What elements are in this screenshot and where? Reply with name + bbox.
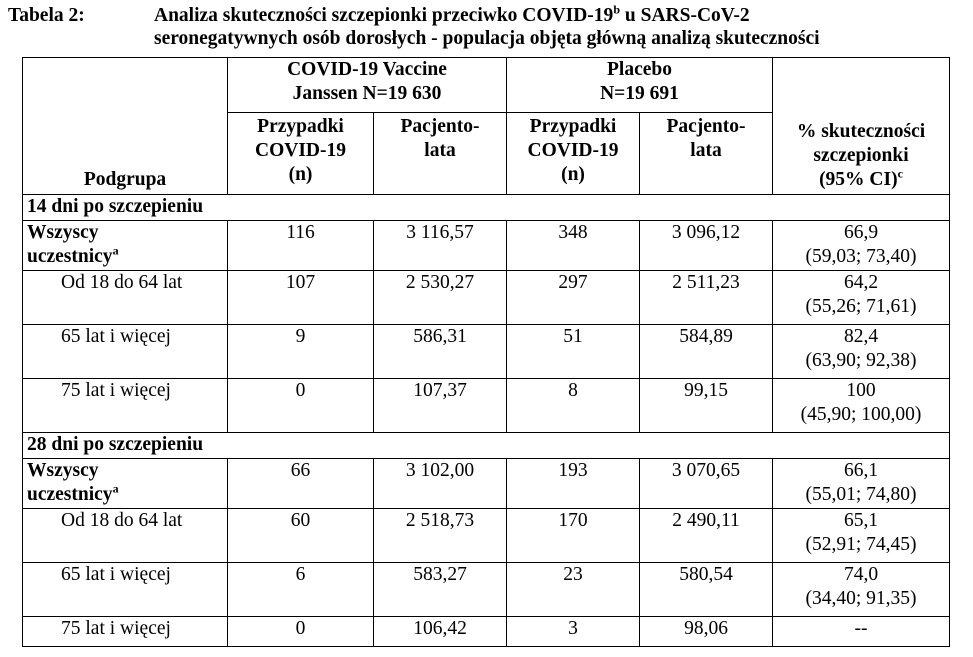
row-label-text: uczestnicy <box>27 246 113 267</box>
header-py-line-2: lata <box>690 140 722 161</box>
efficacy-table <box>22 57 950 647</box>
efficacy-value: 100 <box>846 380 876 401</box>
vaccine-cases: 107 <box>228 271 374 325</box>
row-label: Od 18 do 64 lat <box>23 509 228 563</box>
row-footnote-a: a <box>112 481 119 496</box>
row-label-line-1: Wszyscy <box>27 222 99 243</box>
section-row <box>23 195 950 221</box>
placebo-person-years: 584,89 <box>640 325 773 379</box>
efficacy-value: -- <box>854 618 868 639</box>
header-placebo-line-1: Placebo <box>607 59 672 80</box>
efficacy <box>773 325 950 379</box>
table-row <box>23 379 950 433</box>
row-label-line-2 <box>27 483 223 507</box>
header-efficacy-ci: (95% CI) <box>819 169 898 190</box>
table-row <box>23 325 950 379</box>
header-vaccine-person-years <box>374 113 507 195</box>
row-label-line-1: Wszyscy <box>27 460 99 481</box>
table-row <box>23 509 950 563</box>
header-vaccine-line-2: Janssen N=19 630 <box>292 83 442 104</box>
vaccine-cases: 9 <box>228 325 374 379</box>
header-cases-line-1: Przypadki <box>529 116 617 137</box>
placebo-cases: 3 <box>507 617 640 647</box>
efficacy <box>773 509 950 563</box>
section-row <box>23 433 950 459</box>
header-cases-line-2: COVID-19 <box>255 140 346 161</box>
header-placebo-line-2: N=19 691 <box>600 83 679 104</box>
header-vaccine-cases <box>228 113 374 195</box>
header-py-line-1: Pacjento- <box>666 116 746 137</box>
efficacy-value: 82,4 <box>843 326 879 347</box>
efficacy-ci: (45,90; 100,00) <box>800 404 922 425</box>
row-label-line-2 <box>27 245 223 269</box>
efficacy-ci: (52,91; 74,45) <box>805 534 917 555</box>
efficacy-value: 65,1 <box>843 510 879 531</box>
row-footnote-a: a <box>112 243 119 258</box>
header-cases-line-1: Przypadki <box>257 116 344 137</box>
placebo-cases: 170 <box>507 509 640 563</box>
row-label: 75 lat i więcej <box>23 379 228 433</box>
vaccine-cases: 0 <box>228 379 374 433</box>
vaccine-person-years: 586,31 <box>374 325 507 379</box>
placebo-person-years: 2 490,11 <box>640 509 773 563</box>
header-placebo-cases <box>507 113 640 195</box>
vaccine-person-years: 106,42 <box>374 617 507 647</box>
header-vaccine-line-1: COVID-19 Vaccine <box>287 59 447 80</box>
row-label-text: uczestnicy <box>27 484 113 505</box>
vaccine-cases: 66 <box>228 459 374 509</box>
header-cases-line-2: COVID-19 <box>527 140 619 161</box>
table-row <box>23 563 950 617</box>
efficacy-value: 64,2 <box>843 272 879 293</box>
header-efficacy-line-2: szczepionki <box>813 145 909 166</box>
efficacy-ci: (55,01; 74,80) <box>805 484 917 505</box>
table-row <box>23 221 950 271</box>
efficacy <box>773 221 950 271</box>
vaccine-person-years: 2 530,27 <box>374 271 507 325</box>
row-label: 65 lat i więcej <box>23 563 228 617</box>
placebo-cases: 8 <box>507 379 640 433</box>
table-row <box>23 271 950 325</box>
efficacy <box>773 459 950 509</box>
row-label: 75 lat i więcej <box>23 617 228 647</box>
table-row <box>23 459 950 509</box>
placebo-person-years: 99,15 <box>640 379 773 433</box>
header-footnote-c: c <box>897 166 903 181</box>
placebo-cases: 51 <box>507 325 640 379</box>
placebo-person-years: 580,54 <box>640 563 773 617</box>
efficacy-ci: (59,03; 73,40) <box>805 246 917 267</box>
row-label: Od 18 do 64 lat <box>23 271 228 325</box>
placebo-cases: 23 <box>507 563 640 617</box>
efficacy-value: 66,1 <box>843 460 879 481</box>
efficacy-ci: (63,90; 92,38) <box>805 350 917 371</box>
vaccine-cases: 6 <box>228 563 374 617</box>
header-vaccine-group <box>228 58 507 113</box>
efficacy-value: 74,0 <box>843 564 879 585</box>
vaccine-cases: 116 <box>228 221 374 271</box>
header-efficacy-line-1: % skuteczności <box>796 121 926 142</box>
placebo-person-years: 3 096,12 <box>640 221 773 271</box>
placebo-person-years: 2 511,23 <box>640 271 773 325</box>
placebo-cases: 193 <box>507 459 640 509</box>
section-title: 14 dni po szczepieniu <box>23 195 950 221</box>
header-efficacy <box>773 58 950 195</box>
caption-line-2: seronegatywnych osób dorosłych - populacja objęta główną analizą skuteczności <box>154 28 820 49</box>
header-placebo-person-years <box>640 113 773 195</box>
header-cases-line-3: (n) <box>288 164 313 185</box>
row-label <box>23 459 228 509</box>
section-title: 28 dni po szczepieniu <box>23 433 950 459</box>
caption-line-1 <box>154 4 750 27</box>
efficacy <box>773 271 950 325</box>
caption-line-1-rest: u SARS-CoV-2 <box>620 5 750 26</box>
efficacy <box>773 617 950 647</box>
header-efficacy-line-3 <box>777 168 945 192</box>
placebo-person-years: 3 070,65 <box>640 459 773 509</box>
vaccine-person-years: 107,37 <box>374 379 507 433</box>
vaccine-person-years: 2 518,73 <box>374 509 507 563</box>
row-label: 65 lat i więcej <box>23 325 228 379</box>
placebo-person-years: 98,06 <box>640 617 773 647</box>
header-cases-line-3: (n) <box>561 164 585 185</box>
caption-label: Tabela 2: <box>8 5 85 26</box>
vaccine-person-years: 3 116,57 <box>374 221 507 271</box>
header-placebo-group <box>507 58 773 113</box>
placebo-cases: 297 <box>507 271 640 325</box>
efficacy-value: 66,9 <box>843 222 879 243</box>
efficacy-ci: (34,40; 91,35) <box>805 588 917 609</box>
row-label <box>23 221 228 271</box>
vaccine-cases: 0 <box>228 617 374 647</box>
efficacy <box>773 563 950 617</box>
table-row <box>23 617 950 647</box>
vaccine-cases: 60 <box>228 509 374 563</box>
header-subgroup: Podgrupa <box>23 58 228 195</box>
efficacy <box>773 379 950 433</box>
vaccine-person-years: 583,27 <box>374 563 507 617</box>
caption-line-1-main: Analiza skuteczności szczepionki przeciwko COVID-19 <box>154 5 614 26</box>
efficacy-ci: (55,26; 71,61) <box>805 296 917 317</box>
caption-footnote-b: b <box>613 2 620 17</box>
header-row-groups <box>23 58 950 113</box>
header-py-line-2: lata <box>424 140 456 161</box>
placebo-cases: 348 <box>507 221 640 271</box>
vaccine-person-years: 3 102,00 <box>374 459 507 509</box>
header-py-line-1: Pacjento- <box>400 116 480 137</box>
